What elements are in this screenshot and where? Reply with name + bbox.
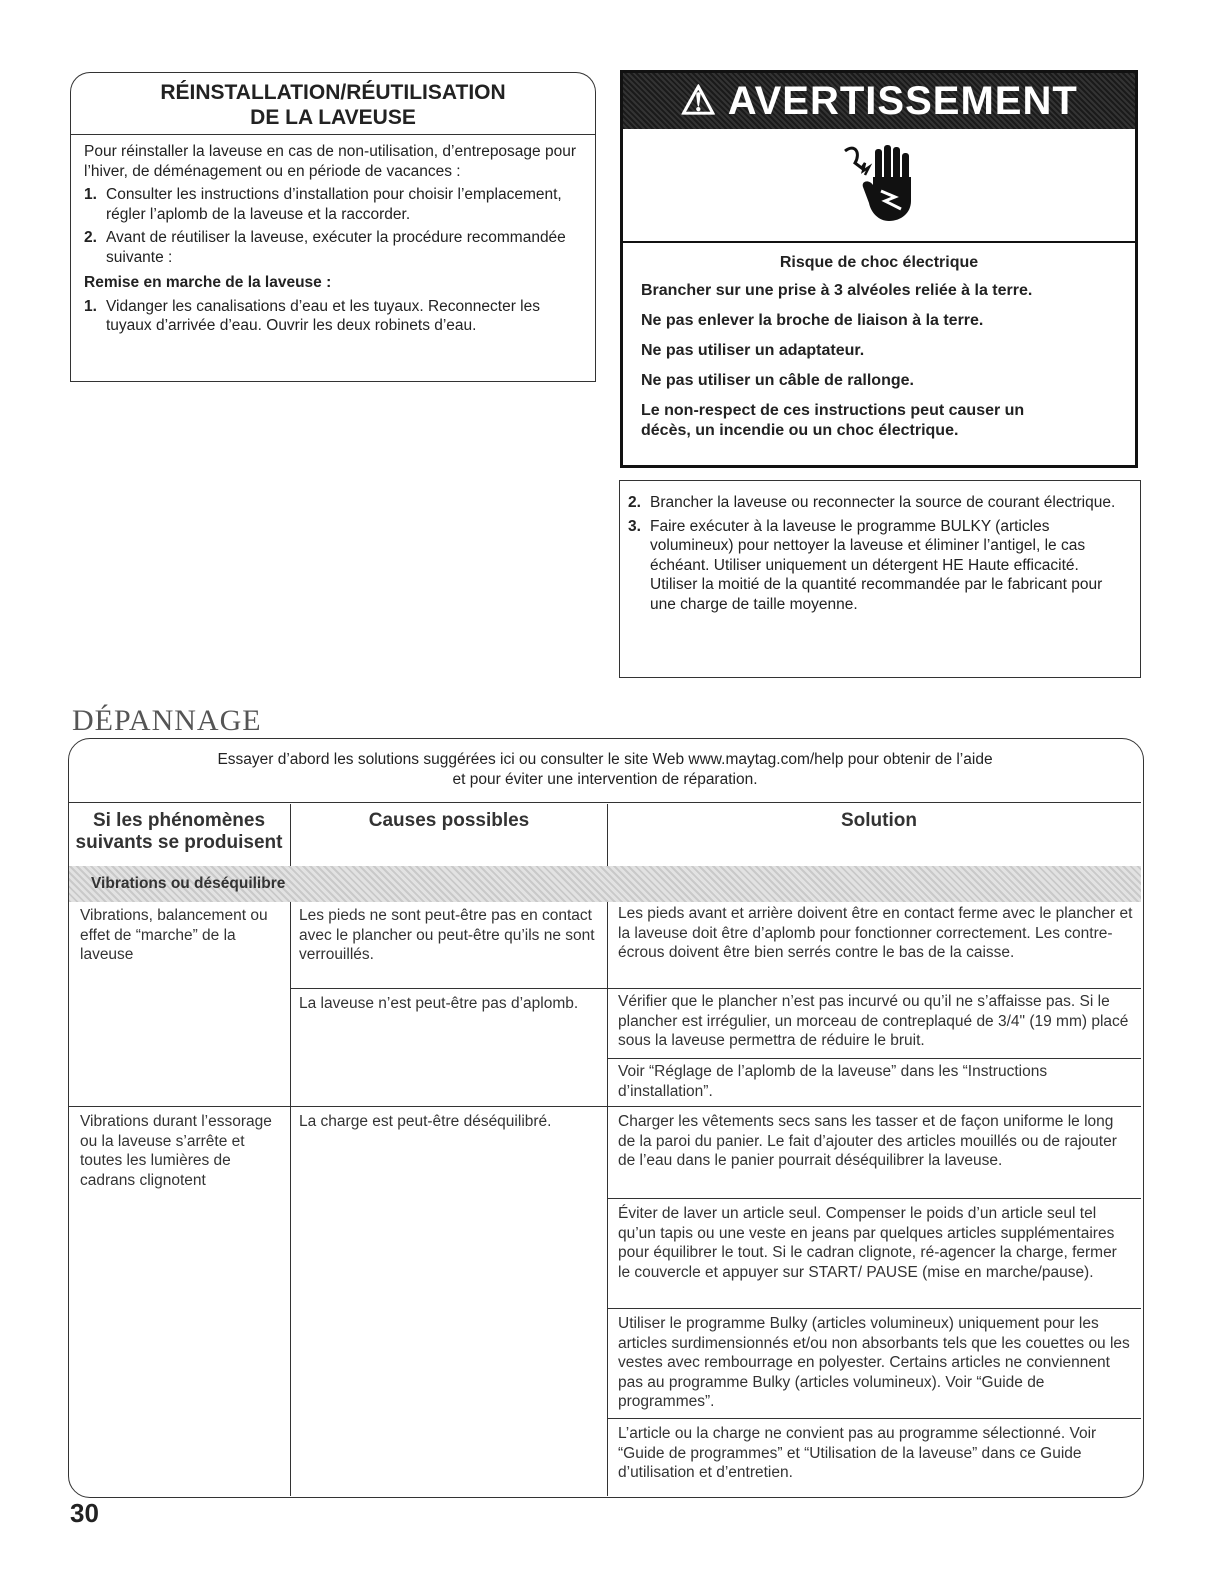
cause-cell: Les pieds ne sont peut-être pas en contact avec le plancher ou peut-être qu’ils ne sont verrouillés. (299, 907, 595, 963)
category-band-label: Vibrations ou déséquilibre (91, 875, 286, 892)
solution-cell: Vérifier que le plancher n’est pas incurvé ou qu’il ne s’affaisse pas. Si le plancher est irrégulier, un morceau de contreplaqué de 3/4" (19 mm) placé sous la laveuse permettra de réduire le bruit. (618, 993, 1129, 1049)
step-text: Faire exécuter à la laveuse le programme BULKY (articles volumineux) pour nettoyer la laveuse et éliminer l’antigel, le cas échéant. Utiliser uniquement un détergent HE Haute efficacité. Utiliser la moitié de la quantité recommandée par le fabricant pour une charge de taille moyenne. (650, 517, 1103, 613)
solution-cell: Utiliser le programme Bulky (articles volumineux) uniquement pour les articles surdimensionnés et/ou non absorbants tels que les couettes ou les vestes avec rembourrage en polyester. Certains articles ne conviennent pas au programme Bulky (articles volumineux). Voir “Guide de programmes”. (618, 1315, 1130, 1410)
warning-line: Le non-respect de ces instructions peut causer un décès, un incendie ou un choc électrique. (641, 402, 1025, 439)
solution-cell: L’article ou la charge ne convient pas au programme sélectionné. Voir “Guide de programmes” et “Utilisation de la laveuse” dans ce Guide d’utilisation et d’entretien. (618, 1425, 1097, 1481)
cause-cell: La laveuse n’est peut-être pas d’aplomb. (299, 995, 579, 1012)
warning-box (620, 70, 1138, 468)
step-text: Vidanger les canalisations d’eau et les tuyaux. Reconnecter les tuyaux d’arrivée d’eau. Ouvrir les deux robinets d’eau. (106, 297, 540, 334)
solution-cell: Charger les vêtements secs sans les tasser et de façon uniforme le long de la paroi du panier. Le fait d’ajouter des articles mouillés ou de rajouter de l’eau dans le panier pourrait déséquilibrer la laveuse. (618, 1113, 1117, 1169)
step-text: Avant de réutiliser la laveuse, exécuter la procédure recommandée suivante : (106, 229, 566, 266)
reinstallation-intro: Pour réinstaller la laveuse en cas de non-utilisation, d’entreposage pour l’hiver, de déménagement ou en période de vacances : (84, 143, 576, 180)
cause-cell: La charge est peut-être déséquilibré. (299, 1113, 552, 1130)
warning-triangle-icon: ⚠ (680, 79, 718, 123)
restart-step (84, 297, 588, 336)
solution-cell: Éviter de laver un article seul. Compenser le poids d’un article seul tel qu’un tapis ou une veste en jeans par quelques articles supplémentaires pour équilibrer le tout. Si le cadran clignote, ré-agencer la charge, fermer le couvercle et appuyer sur START/ PAUSE (mise en marche/pause). (618, 1205, 1117, 1281)
step-number: 1. (84, 186, 97, 203)
warning-line: Ne pas utiliser un câble de rallonge. (641, 372, 914, 389)
step-number: 2. (84, 229, 97, 246)
solution-cell: Les pieds avant et arrière doivent être en contact ferme avec le plancher et la laveuse doit être d’aplomb pour fonctionner correctement. Les contre-écrous doivent être bien serrés contre le bas de la caisse. (618, 905, 1133, 961)
symptom-cell: Vibrations durant l’essorage ou la laveuse s’arrête et toutes les lumières de cadrans clignotent (80, 1113, 272, 1189)
warning-header-text: AVERTISSEMENT (727, 79, 1078, 123)
step-text: Consulter les instructions d’installation pour choisir l’emplacement, régler l’aplomb de la laveuse et la raccorder. (106, 186, 562, 223)
step-number: 3. (628, 517, 641, 535)
warning-header (623, 73, 1135, 129)
reinstallation-step (84, 185, 588, 224)
reinstallation-title (70, 80, 596, 130)
continued-steps-box (619, 480, 1141, 678)
reinstallation-section (70, 72, 596, 382)
header-symptoms (69, 804, 289, 866)
reinstallation-step (84, 228, 588, 267)
reinstallation-title-line2: DE LA LAVEUSE (250, 106, 416, 129)
depannage-title: DÉPANNAGE (72, 704, 262, 737)
continued-step (628, 517, 1130, 615)
restart-subhead: Remise en marche de la laveuse : (84, 274, 332, 291)
header-solution: Solution (841, 810, 917, 831)
warning-line: Brancher sur une prise à 3 alvéoles reliée à la terre. (641, 282, 1033, 299)
reinstallation-title-line1: RÉINSTALLATION/RÉUTILISATION (160, 81, 506, 104)
step-number: 1. (84, 297, 97, 315)
continued-step (628, 493, 1130, 513)
depannage-intro-line1: Essayer d’abord les solutions suggérées ici ou consulter le site Web www.maytag.com/help pour obtenir de l’aide (217, 751, 993, 768)
header-causes: Causes possibles (368, 810, 530, 831)
table-header (69, 804, 1141, 866)
electric-shock-hand-icon (841, 139, 921, 229)
step-text: Brancher la laveuse ou reconnecter la source de courant électrique. (650, 494, 1116, 511)
page-number: 30 (70, 1498, 99, 1528)
header-symptoms-line1: Si les phénomènes (92, 810, 266, 831)
warning-line: Ne pas enlever la broche de liaison à la terre. (641, 312, 984, 329)
symptom-cell: Vibrations, balancement ou effet de “marche” de la laveuse (80, 907, 268, 963)
step-number: 2. (628, 494, 641, 511)
warning-line: Ne pas utiliser un adaptateur. (641, 342, 865, 359)
depannage-intro (72, 750, 1138, 790)
header-symptoms-line2: suivants se produisent (75, 832, 283, 853)
depannage-intro-line2: et pour éviter une intervention de réparation. (452, 771, 758, 788)
solution-cell: Voir “Réglage de l’aplomb de la laveuse” dans les “Instructions d’installation”. (618, 1063, 1048, 1100)
warning-risk: Risque de choc électrique (779, 254, 979, 271)
category-band (69, 866, 1141, 902)
